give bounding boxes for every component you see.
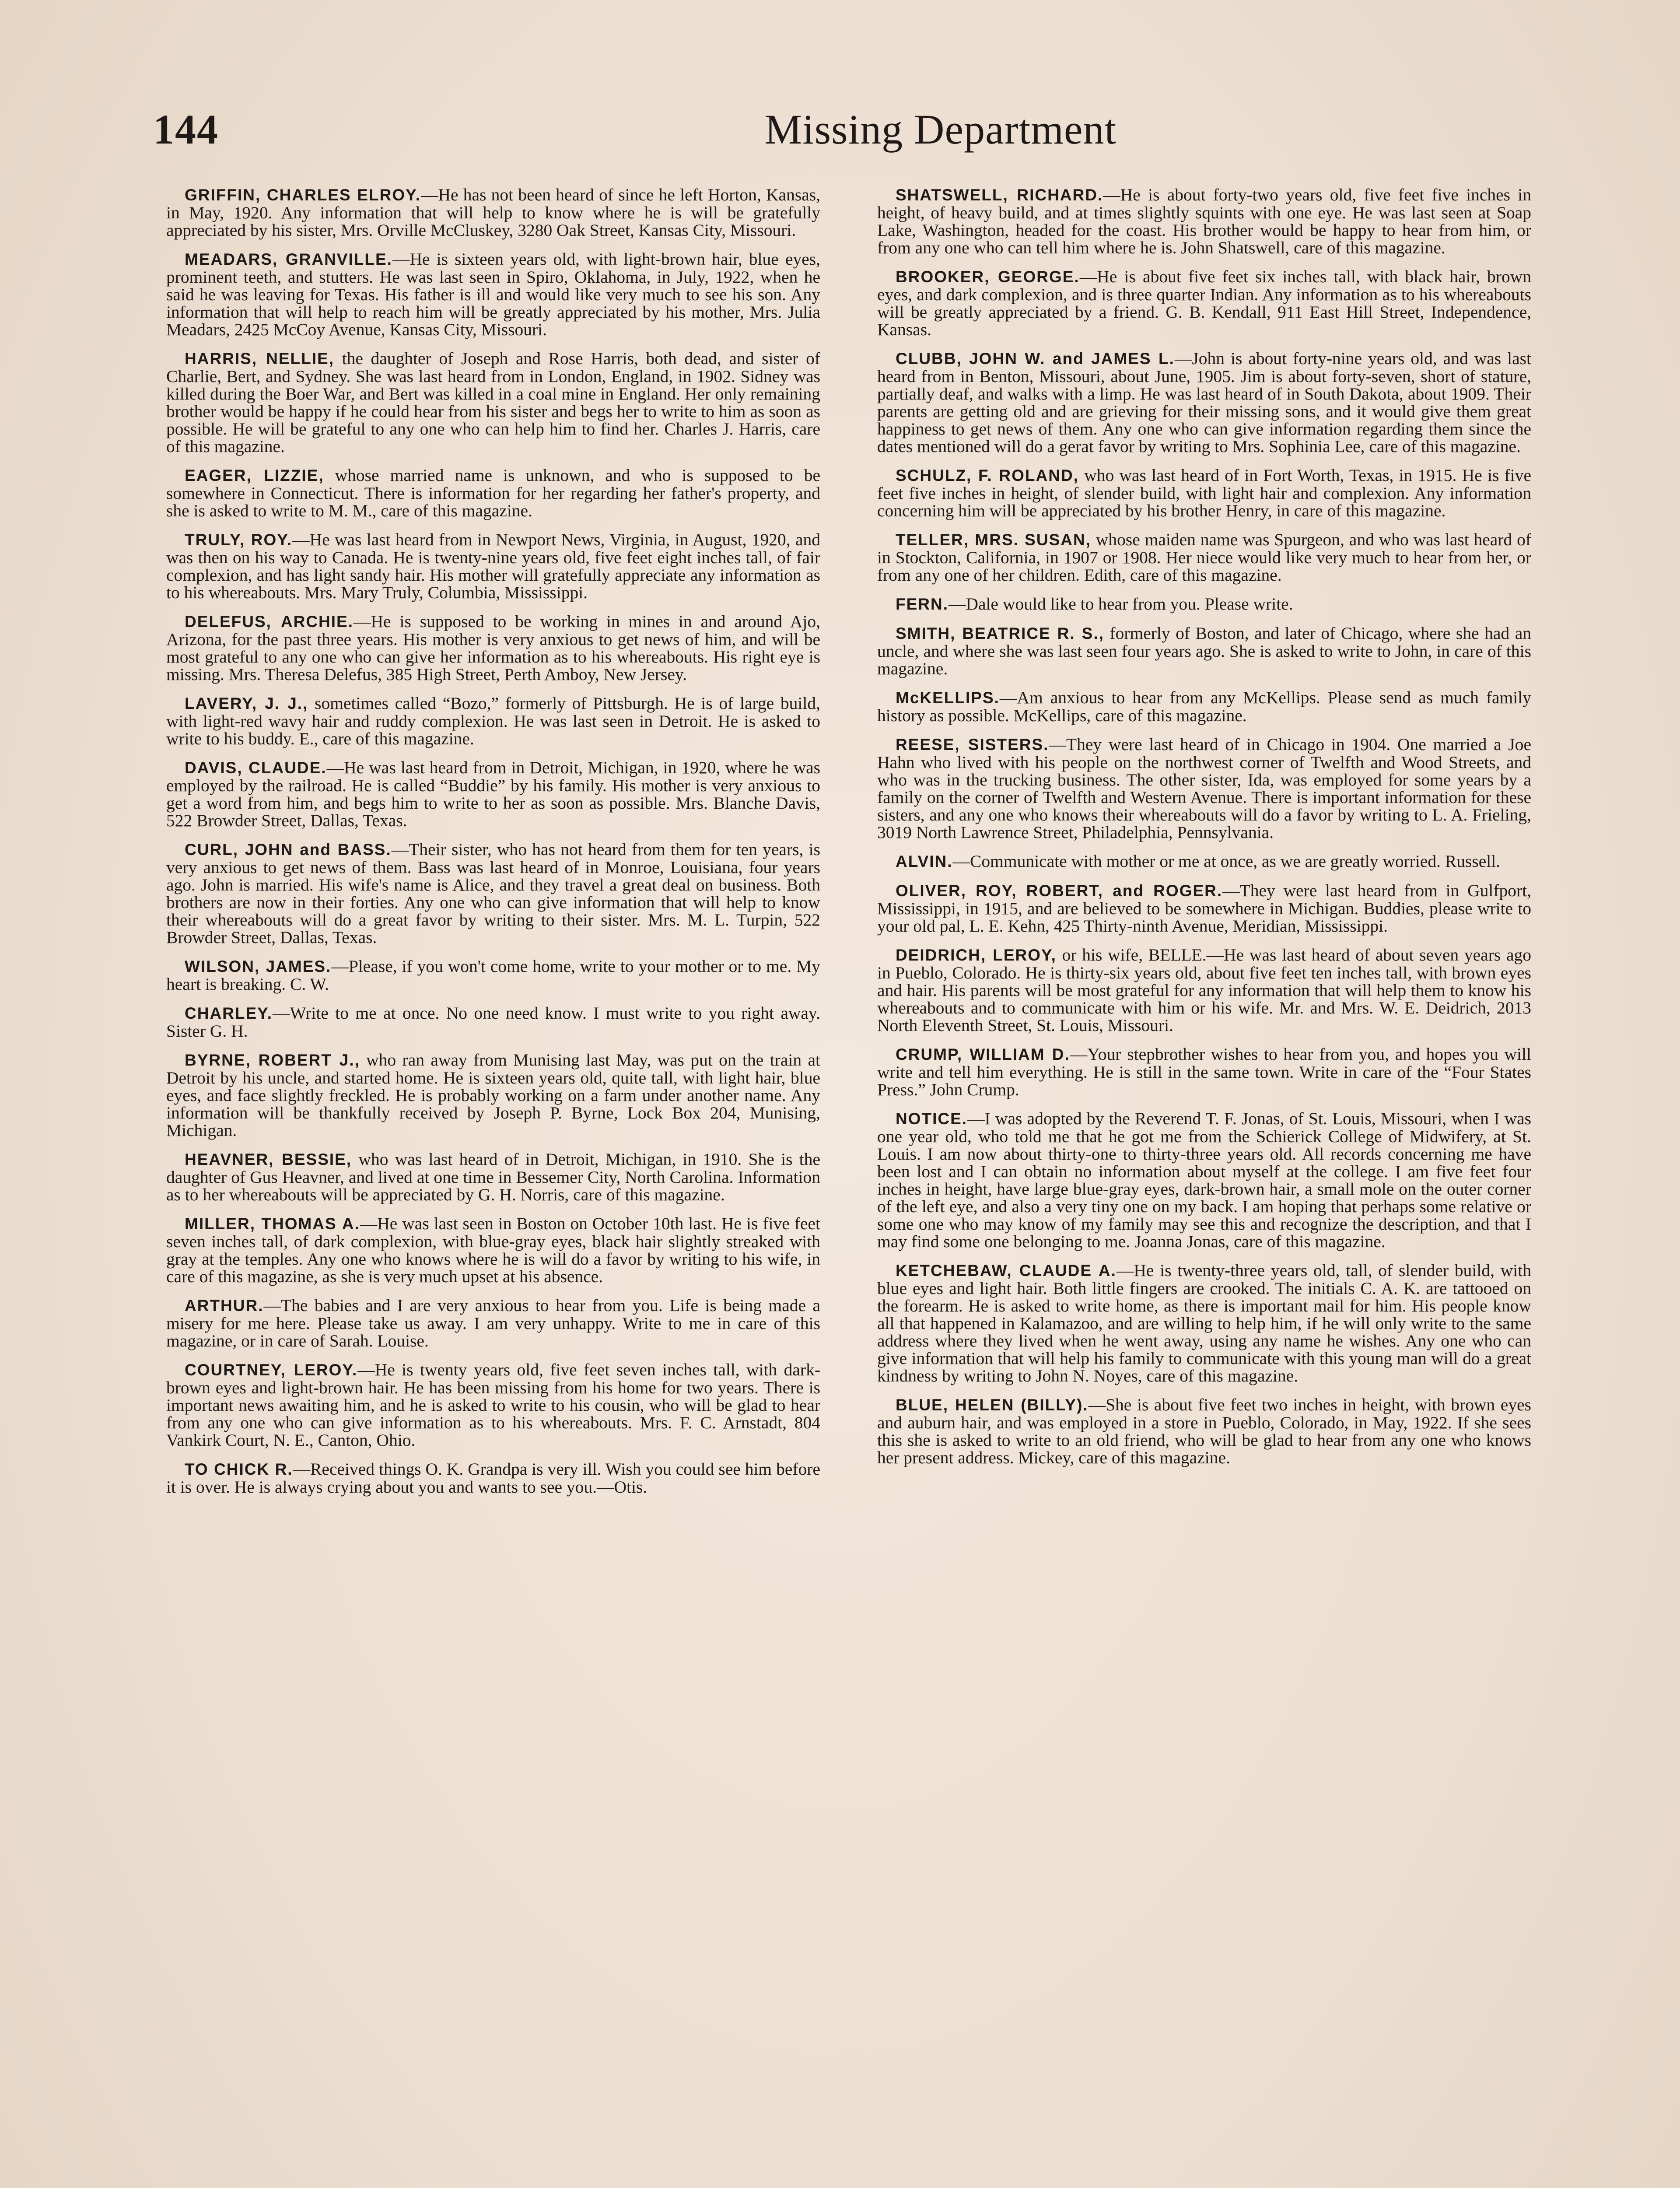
notice-entry xyxy=(166,466,820,519)
notice-entry xyxy=(166,250,820,338)
entry-text: —He is about forty-two years old, five feet five inches in height, of heavy build, and at times slightly squints with one eye. He was last seen at Soap Lake, Washington, headed for the coast. His brother would be happy to hear from him, or from any one who can tell him where he is. John Shatswell, care of this magazine. xyxy=(877,186,1531,257)
entry-name: TELLER, MRS. SUSAN, xyxy=(896,531,1091,549)
entry-name: SMITH, BEATRICE R. S., xyxy=(896,624,1104,642)
notice-entry xyxy=(166,1004,820,1040)
right-column xyxy=(877,186,1531,2188)
notice-entry xyxy=(877,268,1531,338)
notice-entry xyxy=(877,1045,1531,1098)
notice-entry xyxy=(166,186,820,239)
entry-text: —He is supposed to be working in mines in and around Ajo, Arizona, for the past three years. His mother is very anxious to get news of him, and will be most grateful to any one who can give her information as to his whereabouts. His right eye is missing. Mrs. Theresa Delefus, 385 High Street, Perth Amboy, New Jersey. xyxy=(166,612,820,684)
entry-text: —Am anxious to hear from any McKellips. Please send as much family history as possible. McKellips, care of this magazine. xyxy=(877,688,1531,725)
entry-text: who was last heard of in Fort Worth, Texas, in 1915. He is five feet five inches in height, of slender build, with light hair and complexion. Any information concerning him will be appreciated by his brother Henry, in care of this magazine. xyxy=(877,466,1531,520)
page-number: 144 xyxy=(153,106,219,153)
notice-entry xyxy=(877,1110,1531,1250)
notice-entry xyxy=(166,531,820,601)
entry-text: whose married name is unknown, and who is supposed to be somewhere in Connecticut. There is information for her regarding her father's property, and she is asked to write to M. M., care of this magazine. xyxy=(166,466,820,520)
entry-name: MILLER, THOMAS A. xyxy=(185,1215,360,1233)
entry-text: —He is about five feet six inches tall, with black hair, brown eyes, and dark complexion, and is three quarter Indian. Any information as to his whereabouts will be greatly appreciated by a friend. G. B. Kendall, 911 East Hill Street, Independence, Kansas. xyxy=(877,267,1531,339)
notice-entry xyxy=(877,852,1531,870)
notice-entry xyxy=(877,350,1531,455)
notice-entry xyxy=(166,1297,820,1350)
entry-name: BLUE, HELEN (BILLY). xyxy=(896,1396,1088,1414)
entry-name: DAVIS, CLAUDE. xyxy=(185,759,327,777)
entry-name: TO CHICK R. xyxy=(185,1460,293,1478)
entry-name: DEIDRICH, LEROY, xyxy=(896,946,1057,964)
entry-name: CRUMP, WILLIAM D. xyxy=(896,1045,1070,1063)
notice-entry xyxy=(166,1361,820,1449)
entry-text: —He is sixteen years old, with light-brown hair, blue eyes, prominent teeth, and stutters. He was last seen in Spiro, Oklahoma, in July, 1922, when he said he was leaving for Texas. His father is ill and would like very much to see his son. Any information that will help to reach him will be greatly appreciated by his mother, Mrs. Julia Meadars, 2425 McCoy Avenue, Kansas City, Missouri. xyxy=(166,249,820,339)
entry-name: COURTNEY, LEROY. xyxy=(185,1361,358,1379)
entry-text: —Please, if you won't come home, write to your mother or to me. My heart is breaking. C. W. xyxy=(166,957,820,994)
article-columns xyxy=(166,186,1531,2188)
entry-name: TRULY, ROY. xyxy=(185,531,293,549)
entry-text: sometimes called “Bozo,” formerly of Pittsburgh. He is of large build, with light-red wavy hair and ruddy complexion. He was last seen in Detroit. He is asked to write to his buddy. E., care of this magazine. xyxy=(166,694,820,748)
entry-name: CHARLEY. xyxy=(185,1004,273,1022)
entry-text: —Received things O. K. Grandpa is very ill. Wish you could see him before it is over. He is always crying about you and wants to see you.—Otis. xyxy=(166,1459,820,1497)
entry-name: BYRNE, ROBERT J., xyxy=(185,1051,360,1069)
notice-entry xyxy=(877,531,1531,584)
notice-entry xyxy=(166,350,820,455)
notice-entry xyxy=(166,1460,820,1496)
entry-name: SCHULZ, F. ROLAND, xyxy=(896,466,1079,484)
entry-text: —He is twenty-three years old, tall, of slender build, with blue eyes and light hair. Both little fingers are crooked. The initials C. A. K. are tattooed on the forearm. He is asked to write home, as there is important mail for him. His people know all that happened in Kalamazoo, and are willing to help him, if he will only write to the same address where they lived when he went away, using any name he wishes. Any one who can give information that will help his family to communicate with this young man will do a great kindness by writing to John N. Noyes, care of this magazine. xyxy=(877,1261,1531,1385)
entry-text: —Write to me at once. No one need know. I must write to you right away. Sister G. H. xyxy=(166,1003,820,1041)
entry-name: KETCHEBAW, CLAUDE A. xyxy=(896,1262,1116,1280)
entry-name: CLUBB, JOHN W. and JAMES L. xyxy=(896,350,1175,368)
entry-name: GRIFFIN, CHARLES ELROY. xyxy=(185,186,421,204)
page-header xyxy=(153,92,1527,166)
entry-text: —She is about five feet two inches in height, with brown eyes and auburn hair, and was employed in a store in Pueblo, Colorado, in May, 1922. If she sees this she is asked to write to an old friend, who will be glad to hear from any one who knows her present address. Mickey, care of this magazine. xyxy=(877,1395,1531,1467)
entry-text: —They were last heard from in Gulfport, Mississippi, in 1915, and are believed to be somewhere in Michigan. Buddies, please write to your old pal, L. E. Kehn, 425 Thirty-ninth Avenue, Meridian, Mississippi. xyxy=(877,881,1531,936)
entry-name: MEADARS, GRANVILLE. xyxy=(185,250,392,268)
entry-name: HEAVNER, BESSIE, xyxy=(185,1150,352,1168)
notice-entry xyxy=(877,186,1531,256)
entry-text: —Their sister, who has not heard from them for ten years, is very anxious to get news of them. Bass was last heard of in Monroe, Louisiana, four years ago. John is married. His wife's name is Alice, and they travel a great deal on business. Both brothers are now in their forties. Any one who can give information that will help to know their whereabouts will do a great favor by writing to their sister. Mrs. M. L. Turpin, 522 Browder Street, Dallas, Texas. xyxy=(166,840,820,947)
entry-text: —He has not been heard of since he left Horton, Kansas, in May, 1920. Any information that will help to know where he is will be gratefully appreciated by his sister, Mrs. Orville McCluskey, 3280 Oak Street, Kansas City, Missouri. xyxy=(166,186,820,240)
entry-name: ALVIN. xyxy=(896,852,953,870)
notice-entry xyxy=(877,595,1531,613)
notice-entry xyxy=(166,1051,820,1139)
entry-text: —Communicate with mother or me at once, as we are greatly worried. Russell. xyxy=(952,852,1501,871)
entry-text: —John is about forty-nine years old, and was last heard from in Benton, Missouri, about June, 1905. Jim is about forty-seven, short of stature, partially deaf, and walks with a limp. He was last heard of in South Dakota, about 1909. Their parents are getting old and are grieving for their missing sons, and it would give them great happiness to get news of them. Any one who can give information regarding them since the dates mentioned will do a gerat favor by writing to Mrs. Sophinia Lee, care of this magazine. xyxy=(877,349,1531,456)
entry-text: —He was last seen in Boston on October 10th last. He is five feet seven inches tall, of dark complexion, with blue-gray eyes, black hair slightly streaked with gray at the temples. Any one who knows where he is will do a favor by writing to his wife, in care of this magazine, as she is very much upset at his absence. xyxy=(166,1214,820,1286)
notice-entry xyxy=(877,882,1531,935)
entry-text: —Dale would like to hear from you. Please write. xyxy=(948,594,1293,614)
entry-name: FERN. xyxy=(896,595,948,613)
notice-entry xyxy=(166,1215,820,1285)
entry-text: or his wife, BELLE.—He was last heard of about seven years ago in Pueblo, Colorado. He is thirty-six years old, about five feet ten inches tall, with brown eyes and hair. His parents will be most grateful for any information that will help them to know his whereabouts and to communicate with him or his wife. Mr. and Mrs. W. E. Deidrich, 2013 North Eleventh Street, St. Louis, Missouri. xyxy=(877,945,1531,1035)
entry-name: BROOKER, GEORGE. xyxy=(896,268,1080,286)
entry-name: ARTHUR. xyxy=(185,1297,264,1315)
notice-entry xyxy=(166,694,820,747)
notice-entry xyxy=(166,957,820,993)
notice-entry xyxy=(166,841,820,946)
entry-name: CURL, JOHN and BASS. xyxy=(185,841,392,859)
entry-text: formerly of Boston, and later of Chicago, where she had an uncle, and where she was last seen four years ago. She is asked to write to John, in care of this magazine. xyxy=(877,624,1531,678)
entry-text: who ran away from Munising last May, was put on the train at Detroit by his uncle, and started home. He is sixteen years old, quite tall, with light hair, blue eyes, and face slightly freckled. He is probably working on a farm under another name. Any information will be thankfully received by Joseph P. Byrne, Lock Box 204, Munising, Michigan. xyxy=(166,1050,820,1140)
entry-name: LAVERY, J. J., xyxy=(185,694,308,712)
entry-name: DELEFUS, ARCHIE. xyxy=(185,613,354,631)
notice-entry xyxy=(877,689,1531,724)
left-column xyxy=(166,186,820,2188)
entry-text: —Your stepbrother wishes to hear from you, and hopes you will write and tell him everything. He is still in the same town. Write in care of the “Four States Press.” John Crump. xyxy=(877,1045,1531,1099)
notice-entry xyxy=(877,736,1531,841)
entry-name: SHATSWELL, RICHARD. xyxy=(896,186,1103,204)
notice-entry xyxy=(166,613,820,683)
entry-name: WILSON, JAMES. xyxy=(185,957,332,975)
entry-text: —They were last heard of in Chicago in 1904. One married a Joe Hahn who lived with his people on the northwest corner of Twelfth and Wood Streets, and who was in the trucking business. The other sister, Ida, was employed for some years by a family on the corner of Twelfth and Western Avenue. There is important information for these sisters, and any one who knows their whereabouts will do a favor by writing to L. A. Frieling, 3019 North Lawrence Street, Philadelphia, Pennsylvania. xyxy=(877,735,1531,842)
entry-name: HARRIS, NELLIE, xyxy=(185,350,334,368)
entry-text: —He was last heard from in Detroit, Michigan, in 1920, where he was employed by the railroad. He is called “Buddie” by his family. His mother is very anxious to get a word from him, and begs him to write to her as soon as possible. Mrs. Blanche Davis, 522 Browder Street, Dallas, Texas. xyxy=(166,758,820,830)
entry-name: McKELLIPS. xyxy=(896,689,1000,707)
notice-entry xyxy=(877,624,1531,677)
entry-text: —I was adopted by the Reverend T. F. Jonas, of St. Louis, Missouri, when I was one year old, who told me that he got me from the Schierick College of Midwifery, at St. Louis. I am now about thirty-one to thirty-three years old. All records concerning me have been lost and I can obtain no information about myself at the college. I am five feet four inches in height, have large blue-gray eyes, dark-brown hair, a small mole on the outer corner of the left eye, and also a very tiny one on my back. I am hoping that perhaps some relative or some one who may know of my family may see this and recognize the description, and that I may find some one belonging to me. Joanna Jonas, care of this magazine. xyxy=(877,1109,1531,1251)
entry-text: —The babies and I are very anxious to hear from you. Life is being made a misery for me here. Please take us away. I am very unhappy. Write to me in care of this magazine, or in care of Sarah. Louise. xyxy=(166,1296,820,1350)
notice-entry xyxy=(877,466,1531,519)
entry-text: who was last heard of in Detroit, Michigan, in 1910. She is the daughter of Gus Heavner, and lived at one time in Bessemer City, North Carolina. Information as to her whereabouts will be appreciated by G. H. Norris, care of this magazine. xyxy=(166,1150,820,1204)
entry-name: EAGER, LIZZIE, xyxy=(185,466,324,484)
page-title: Missing Department xyxy=(764,106,1117,153)
notice-entry xyxy=(166,759,820,829)
notice-entry xyxy=(877,1262,1531,1385)
entry-name: OLIVER, ROY, ROBERT, and ROGER. xyxy=(896,882,1223,900)
entry-text: —He is twenty years old, five feet seven inches tall, with dark-brown eyes and light-brown hair. He has been missing from his home for two years. There is important news awaiting him, and he is asked to write to his cousin, who will be glad to hear from any one who can give information as to his whereabouts. Mrs. F. C. Arnstadt, 804 Vankirk Court, N. E., Canton, Ohio. xyxy=(166,1360,820,1450)
entry-name: NOTICE. xyxy=(896,1110,968,1128)
entry-text: the daughter of Joseph and Rose Harris, both dead, and sister of Charlie, Bert, and Sydney. She was last heard from in London, England, in 1902. Sidney was killed during the Boer War, and Bert was killed in a coal mine in England. Her only remaining brother would be happy if he could hear from his sister and begs her to write to him as soon as possible. He will be grateful to any one who can help him to find her. Charles J. Harris, care of this magazine. xyxy=(166,349,820,456)
entry-name: REESE, SISTERS. xyxy=(896,736,1049,754)
notice-entry xyxy=(877,1396,1531,1466)
notice-entry xyxy=(877,946,1531,1034)
entry-text: —He was last heard from in Newport News, Virginia, in August, 1920, and was then on his way to Canada. He is twenty-nine years old, five feet eight inches tall, of fair complexion, and has light sandy hair. His mother will gratefully appreciate any information as to his whereabouts. Mrs. Mary Truly, Columbia, Mississippi. xyxy=(166,530,820,602)
entry-text: whose maiden name was Spurgeon, and who was last heard of in Stockton, California, in 1907 or 1908. Her niece would like very much to hear from her, or from any one of her children. Edith, care of this magazine. xyxy=(877,530,1531,585)
notice-entry xyxy=(166,1150,820,1203)
